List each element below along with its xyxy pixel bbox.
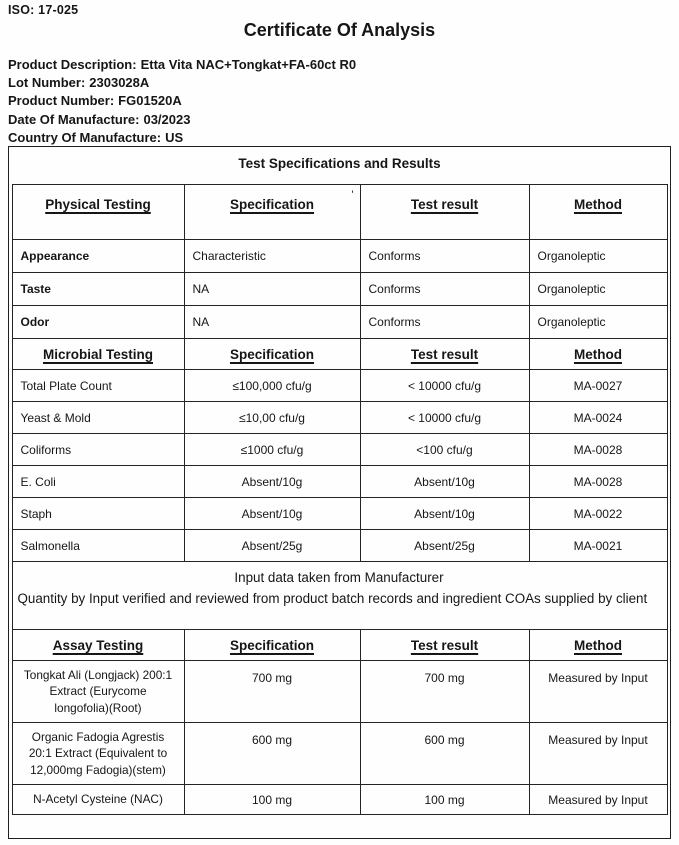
specification-header: Specification bbox=[184, 339, 360, 370]
specification-cell: Absent/10g bbox=[184, 498, 360, 530]
note-row bbox=[12, 562, 667, 630]
note-line-2: Quantity by Input verified and reviewed from product batch records and ingredient COAs supplied by client bbox=[17, 590, 648, 606]
country-of-manufacture-line bbox=[8, 129, 356, 147]
note-line-1: Input data taken from Manufacturer bbox=[234, 570, 444, 585]
test-result-header: Test result bbox=[360, 185, 529, 240]
test-result-cell: <100 cfu/g bbox=[360, 434, 529, 466]
product-description-line bbox=[8, 56, 356, 74]
table-row-e-coli bbox=[12, 466, 667, 498]
product-number-line bbox=[8, 92, 356, 110]
specification-cell: ≤10,00 cfu/g bbox=[184, 402, 360, 434]
lot-number-label: Lot Number: bbox=[8, 75, 86, 91]
table-row-yeast-mold bbox=[12, 402, 667, 434]
test-result-cell: Conforms bbox=[360, 240, 529, 273]
assay-testing-header: Assay Testing bbox=[12, 630, 184, 661]
country-of-manufacture-label: Country Of Manufacture: bbox=[8, 129, 162, 145]
row-label-cell: Staph bbox=[12, 498, 184, 530]
method-cell: MA-0021 bbox=[529, 530, 667, 562]
table-row-salmonella bbox=[12, 530, 667, 562]
page-title: Certificate Of Analysis bbox=[243, 20, 436, 40]
specification-cell: Absent/25g bbox=[184, 530, 360, 562]
test-result-cell: Conforms bbox=[360, 306, 529, 339]
test-result-cell: Absent/10g bbox=[360, 466, 529, 498]
row-label-cell: Appearance bbox=[12, 240, 184, 273]
test-result-header: Test result bbox=[360, 630, 529, 661]
method-cell: Organoleptic bbox=[529, 240, 667, 273]
method-cell: Organoleptic bbox=[529, 306, 667, 339]
lot-number-line bbox=[8, 74, 356, 92]
specification-header: Specification bbox=[184, 630, 360, 661]
test-result-cell: 100 mg bbox=[360, 785, 529, 815]
table-row-odor bbox=[12, 306, 667, 339]
specification-cell: ≤100,000 cfu/g bbox=[184, 370, 360, 402]
table-row-nac bbox=[12, 785, 667, 815]
test-result-cell: Absent/25g bbox=[360, 530, 529, 562]
date-of-manufacture-value: 03/2023 bbox=[143, 111, 191, 127]
table-row-staph bbox=[12, 498, 667, 530]
row-label-cell: Organic Fadogia Agrestis 20:1 Extract (Equivalent to 12,000mg Fadogia)(stem) bbox=[12, 723, 184, 785]
method-cell: MA-0028 bbox=[529, 466, 667, 498]
method-cell: MA-0028 bbox=[529, 434, 667, 466]
test-result-header: Test result bbox=[360, 339, 529, 370]
results-box-title: Test Specifications and Results bbox=[238, 156, 441, 171]
row-label-cell: Tongkat Ali (Longjack) 200:1 Extract (Eurycome longofolia)(Root) bbox=[12, 661, 184, 723]
row-label-cell: N-Acetyl Cysteine (NAC) bbox=[12, 785, 184, 815]
product-number-label: Product Number: bbox=[8, 93, 115, 109]
manufacturer-note-cell bbox=[12, 562, 667, 630]
table-row-tongkat-ali bbox=[12, 661, 667, 723]
assay-header-row bbox=[12, 630, 667, 661]
table-row-coliforms bbox=[12, 434, 667, 466]
lot-number-value: 2303028A bbox=[89, 75, 150, 91]
method-header: Method bbox=[529, 630, 667, 661]
method-cell: Measured by Input bbox=[529, 661, 667, 723]
test-result-cell: Conforms bbox=[360, 273, 529, 306]
row-label-cell: Yeast & Mold bbox=[12, 402, 184, 434]
method-cell: Organoleptic bbox=[529, 273, 667, 306]
row-label-cell: Odor bbox=[12, 306, 184, 339]
date-of-manufacture-line bbox=[8, 111, 356, 129]
specification-cell: NA bbox=[184, 306, 360, 339]
specification-cell: 100 mg bbox=[184, 785, 360, 815]
specification-cell: NA bbox=[184, 273, 360, 306]
results-box bbox=[8, 146, 671, 839]
physical-testing-header: Physical Testing bbox=[12, 185, 184, 240]
method-cell: MA-0022 bbox=[529, 498, 667, 530]
product-number-value: FG01520A bbox=[118, 93, 182, 109]
test-result-cell: < 10000 cfu/g bbox=[360, 370, 529, 402]
country-of-manufacture-value: US bbox=[165, 129, 184, 145]
method-cell: Measured by Input bbox=[529, 723, 667, 785]
microbial-testing-header: Microbial Testing bbox=[12, 339, 184, 370]
method-cell: MA-0027 bbox=[529, 370, 667, 402]
physical-header-row bbox=[12, 185, 667, 240]
specification-cell: Absent/10g bbox=[184, 466, 360, 498]
specification-header-text: Specification bbox=[229, 197, 315, 212]
microbial-header-row bbox=[12, 339, 667, 370]
product-description-label: Product Description: bbox=[8, 57, 137, 72]
method-cell: Measured by Input bbox=[529, 785, 667, 815]
row-label-cell: Taste bbox=[12, 273, 184, 306]
date-of-manufacture-label: Date Of Manufacture: bbox=[8, 111, 140, 127]
row-label-cell: Coliforms bbox=[12, 434, 184, 466]
table-row-taste bbox=[12, 273, 667, 306]
row-label-cell: Salmonella bbox=[12, 530, 184, 562]
product-description-value: Etta Vita NAC+Tongkat+FA-60ct R0 bbox=[140, 57, 357, 72]
test-result-cell: < 10000 cfu/g bbox=[360, 402, 529, 434]
product-info-block bbox=[8, 56, 356, 147]
iso-label: ISO: 17-025 bbox=[8, 3, 79, 17]
results-table bbox=[12, 184, 668, 815]
specification-cell: 700 mg bbox=[184, 661, 360, 723]
test-result-cell: 700 mg bbox=[360, 661, 529, 723]
table-row-appearance bbox=[12, 240, 667, 273]
specification-header bbox=[184, 185, 360, 240]
row-label-cell: Total Plate Count bbox=[12, 370, 184, 402]
method-header: Method bbox=[529, 185, 667, 240]
table-row-fadogia-agrestis bbox=[12, 723, 667, 785]
method-cell: MA-0024 bbox=[529, 402, 667, 434]
test-result-cell: Absent/10g bbox=[360, 498, 529, 530]
specification-cell: ≤1000 cfu/g bbox=[184, 434, 360, 466]
table-row-total-plate-count bbox=[12, 370, 667, 402]
specification-cell: Characteristic bbox=[184, 240, 360, 273]
row-label-cell: E. Coli bbox=[12, 466, 184, 498]
test-result-cell: 600 mg bbox=[360, 723, 529, 785]
method-header: Method bbox=[529, 339, 667, 370]
scan-artifact-tick: ' bbox=[351, 189, 354, 201]
specification-cell: 600 mg bbox=[184, 723, 360, 785]
